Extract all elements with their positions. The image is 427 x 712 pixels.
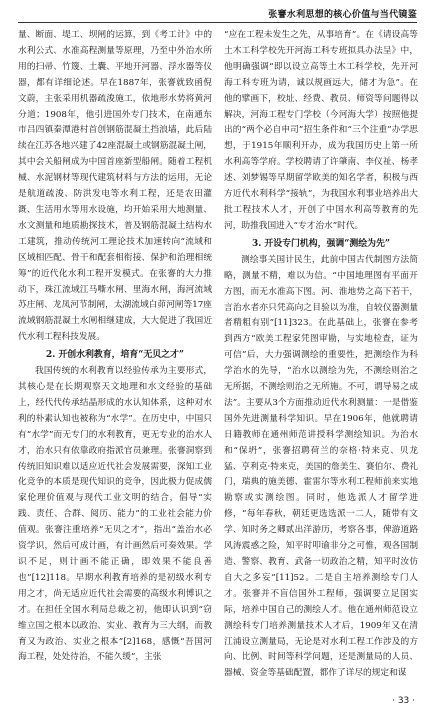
running-head-title: 张謇水利思想的核心价值与当代镜鉴 [268,9,417,20]
right-column [224,28,418,690]
left-paragraph-1: 量、断面、堤工、坝闸的运算，到《考工计》中的水利公式、水准高程测量等原理，乃至中外治水所用的扫帚、竹篾、土囊、平地开河器、浮水器等仪器，都有详细论述。早在1887年，张謇就致函倪文蔚，主张采用机器疏浚施工，依地形水势将黄河分道；1908年，他引进国外专门技术，在南通东市吕四镇秦潭港村首创钢筋混凝土挡浪墙，此后陆续在江苏各地兴建了42座混凝土或钢筋混凝土闸，其中会关船闸成为中国首座新型船闸。随着工程机械、水泥钢材等现代建筑材料与方法的运用，无论是航道疏浚、防洪发电等水利工程，还是农田灌溉、生活用水等用水设施，均开始采用大地测量、水文测量和地质勘探技术，普及钢筋混凝土结构水工建筑，推动传统河工理论技术加速转向“流域和区域相匹配、骨干和配套相衔接、保护和治理相统筹”的近代化水利工程开发模式。在张謇的大力推动下，珠江流域江马嘶水闸、里海水闸，海河流域苏庄闸、龙凤河节制闸，太湖流域白茆河闸等17座流域钢筋混凝土水闸相继建成，大大促进了我国近代水利工程科技发展。 [18,30,212,343]
right-paragraph-2: 测绘事关国计民生，此前中国古代制图方法简略，测量不精，难以为信。“中国地理图有平面开方图，而无水准高下图。河、淮地势之高下若干，言治水者亦只凭高向之目验以为准，自较仪器测量者精粗有别”[11]323。在此基础上，张謇在参考到西方“欧美工程家凭图审勘，与实地检查，证为可信”后，大力强调测绘的重要性，把测绘作为科学治水的先导，“治水以测绘为先，不测绘则治之无所据，不测绘则治之无所施。不可，谓导易之成法”。主要从3个方面推动近代水利测量：一是借鉴国外先进测量科学知识。早在1906年，他就聘请日籍教师在通州师范讲授科学测绘知识。为治水和“保坍”，张謇招聘荷兰的奈格·特来克、贝龙猛、亨利克·特来克，美国的詹美生、赛伯尔、费礼门，瑞典的施美德、霍雷尔等水利工程师前来实地勘察或实测绘图。同时，他选派人才留学进修，“每年春秋，朝廷更选选派一二人，随带有文学、知时务之卿贰出洋游历，考察各事，俾游道路风涛震惑之险，知平时叩谕非分之可惟，观各国制造、警察、教育、武备一切政治之精，知平时汝仿自大之多妄”[11]52。二是自主培养测绘专门人才。张謇并不盲信国外工程师，强调要立足国实际，培养中国自己的测绘人才。他在通州师范设立测绘科专门培养测量技术人才后，1909年又在清江浦设立测量局，无论是对水利工程工作涉及的方向、比例、时间等科学问题，还是测量局的人员、器械、资金等基础配置，都作了详尽的规定和谋 [224,254,418,679]
running-head [18,4,417,22]
page-number: · 33 · [392,696,415,706]
left-column [18,28,212,690]
section-heading-3: 3. 开设专门机构，强调“测绘为先” [252,238,390,249]
section-heading-2: 2. 开创水利教育，培育“无贝之才” [46,350,184,361]
left-paragraph-2: 我国传统的水利教育以经验传承为主要形式，其核心是在长期观察天文地理和水文经验的基础上，经代代传承结晶形成的水认知体系，这种对水利的朴素认知也被称为“水学”。在历史中，中国只有“水学”而无专门的水利教育，更无专业的治水人才，治水只有依靠政府指派官员兼理。张謇洞察到传统旧知识难以适应近代社会发展需要，深知工业化竞争的本质是现代知识的竞争，因此极力促成儒家伦理价值观与现代工业文明的结合，倡导“实践、责任、合群、阅历、能力”的工业社会能力价值观。张謇注重培养“无贝之才”，指出“盖治水必资学识，然后可成计画，有计画然后可奏效果。学识不足，则计画不能正确，即效果不能良善也”[12]118。早期水利教育培养的是初级水利专用之才，尚无适应近代社会需要的高级水利博识之才。在担任全国水利局总裁之初，他即认识到“窃维立国之根本以政治、实业、教育为三大纲，而教育又为政治、实业之根本”[2]168，感慨“吾国河海工程，处处待治，不能久缓”，主张 [18,366,212,663]
header-rule [18,22,417,23]
right-paragraph-1: “应在工程未发生之先，从事培育”。在《请设高等土木工科学校先开河海工科专班拟具办法呈》中，他明确强调“即以设立高等土木工科学校，先开河海工科专班为请，诚以规画远大，储才为急”。在他的擘画下，校址、经费、教员、师资等问题得以解决，河海工程专门学校（今河海大学）按照他提出的“两个必自申司”招生条件和“三个注重”办学思想，于1915年顺利开办，成为我国历史上第一所水利高等学府。学校聘请了许肇南、李仪祉、杨孝述、刘梦锡等早期留学欧美的知名学者，积极与西方近代水利科学“接轨”，为我国水利事业培养出大批工程技术人才，开创了中国水利高等教育的先河，助推我国进入“专才治水”时代。 [224,30,418,231]
